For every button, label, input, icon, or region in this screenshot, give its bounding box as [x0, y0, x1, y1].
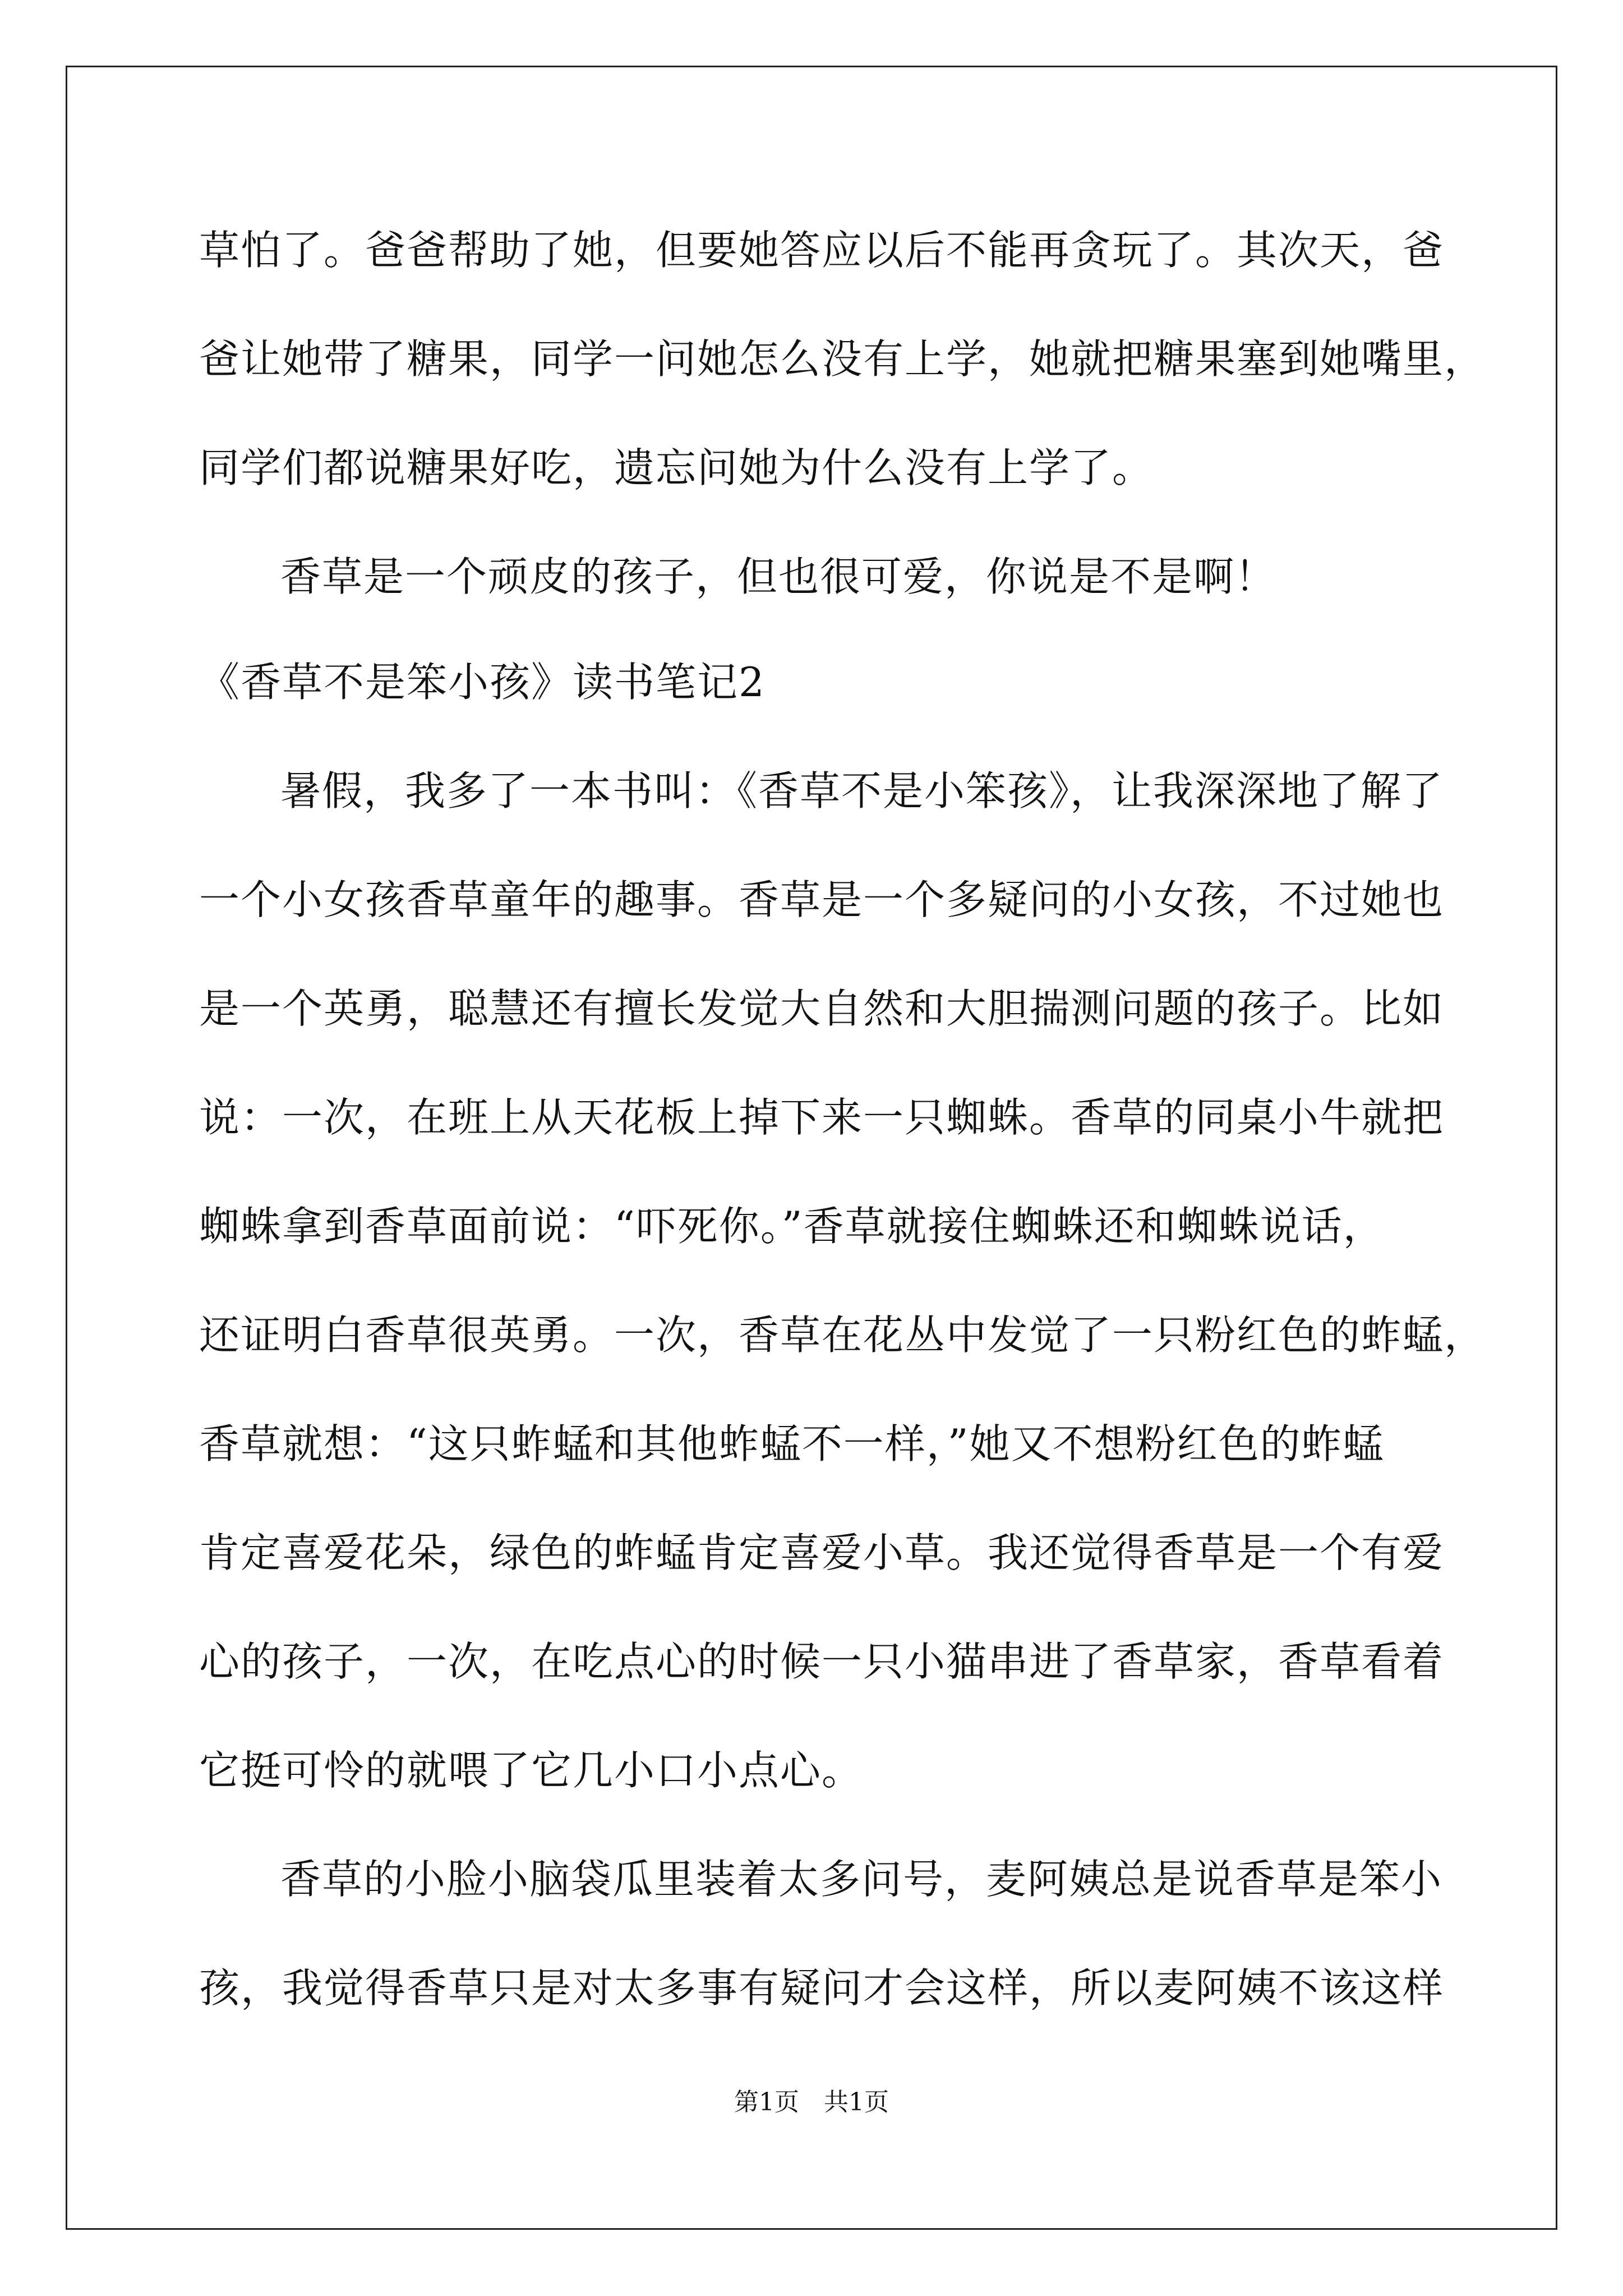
section-heading: 《香草不是笨小孩》读书笔记2 [199, 659, 766, 706]
page-number: 第1页 共1页 [734, 2088, 889, 2116]
text-line: 还证明白香草很英勇。一次，香草在花丛中发觉了一只粉红色的蚱蜢， [199, 1312, 1486, 1359]
text-line: 蜘蛛拿到香草面前说：“吓死你。”香草就接住蜘蛛还和蜘蛛说话， [199, 1203, 1385, 1250]
text-line: 它挺可怜的就喂了它几小口小点心。 [199, 1747, 864, 1794]
text-line: 一个小女孩香草童年的趣事。香草是一个多疑问的小女孩，不过她也 [199, 876, 1445, 923]
text-line: 香草是一个顽皮的孩子，但也很可爱，你说是不是啊！ [280, 553, 1277, 600]
text-line: 香草就想：“这只蚱蜢和其他蚱蜢不一样，”她又不想粉红色的蚱蜢 [199, 1420, 1385, 1467]
text-line: 暑假，我多了一本书叫：《香草不是小笨孩》，让我深深地了解了 [280, 767, 1444, 815]
text-line: 肯定喜爱花朵，绿色的蚱蜢肯定喜爱小草。我还觉得香草是一个有爱 [199, 1529, 1445, 1576]
text-line: 是一个英勇，聪慧还有擅长发觉大自然和大胆揣测问题的孩子。比如 [199, 985, 1445, 1032]
text-line: 香草的小脸小脑袋瓜里装着太多问号，麦阿姨总是说香草是笨小 [280, 1856, 1443, 1903]
text-line: 心的孩子，一次，在吃点心的时候一只小猫串进了香草家，香草看着 [199, 1638, 1445, 1685]
text-line: 爸让她带了糖果，同学一问她怎么没有上学，她就把糖果塞到她嘴里， [199, 335, 1486, 383]
text-line: 草怕了。爸爸帮助了她，但要她答应以后不能再贪玩了。其次天，爸 [199, 227, 1445, 274]
text-line: 孩，我觉得香草只是对太多事有疑问才会这样，所以麦阿姨不该这样 [199, 1964, 1445, 2012]
text-line: 说：一次，在班上从天花板上掉下来一只蜘蛛。香草的同桌小牛就把 [199, 1094, 1445, 1141]
text-line: 同学们都说糖果好吃，遗忘问她为什么没有上学了。 [199, 444, 1154, 491]
